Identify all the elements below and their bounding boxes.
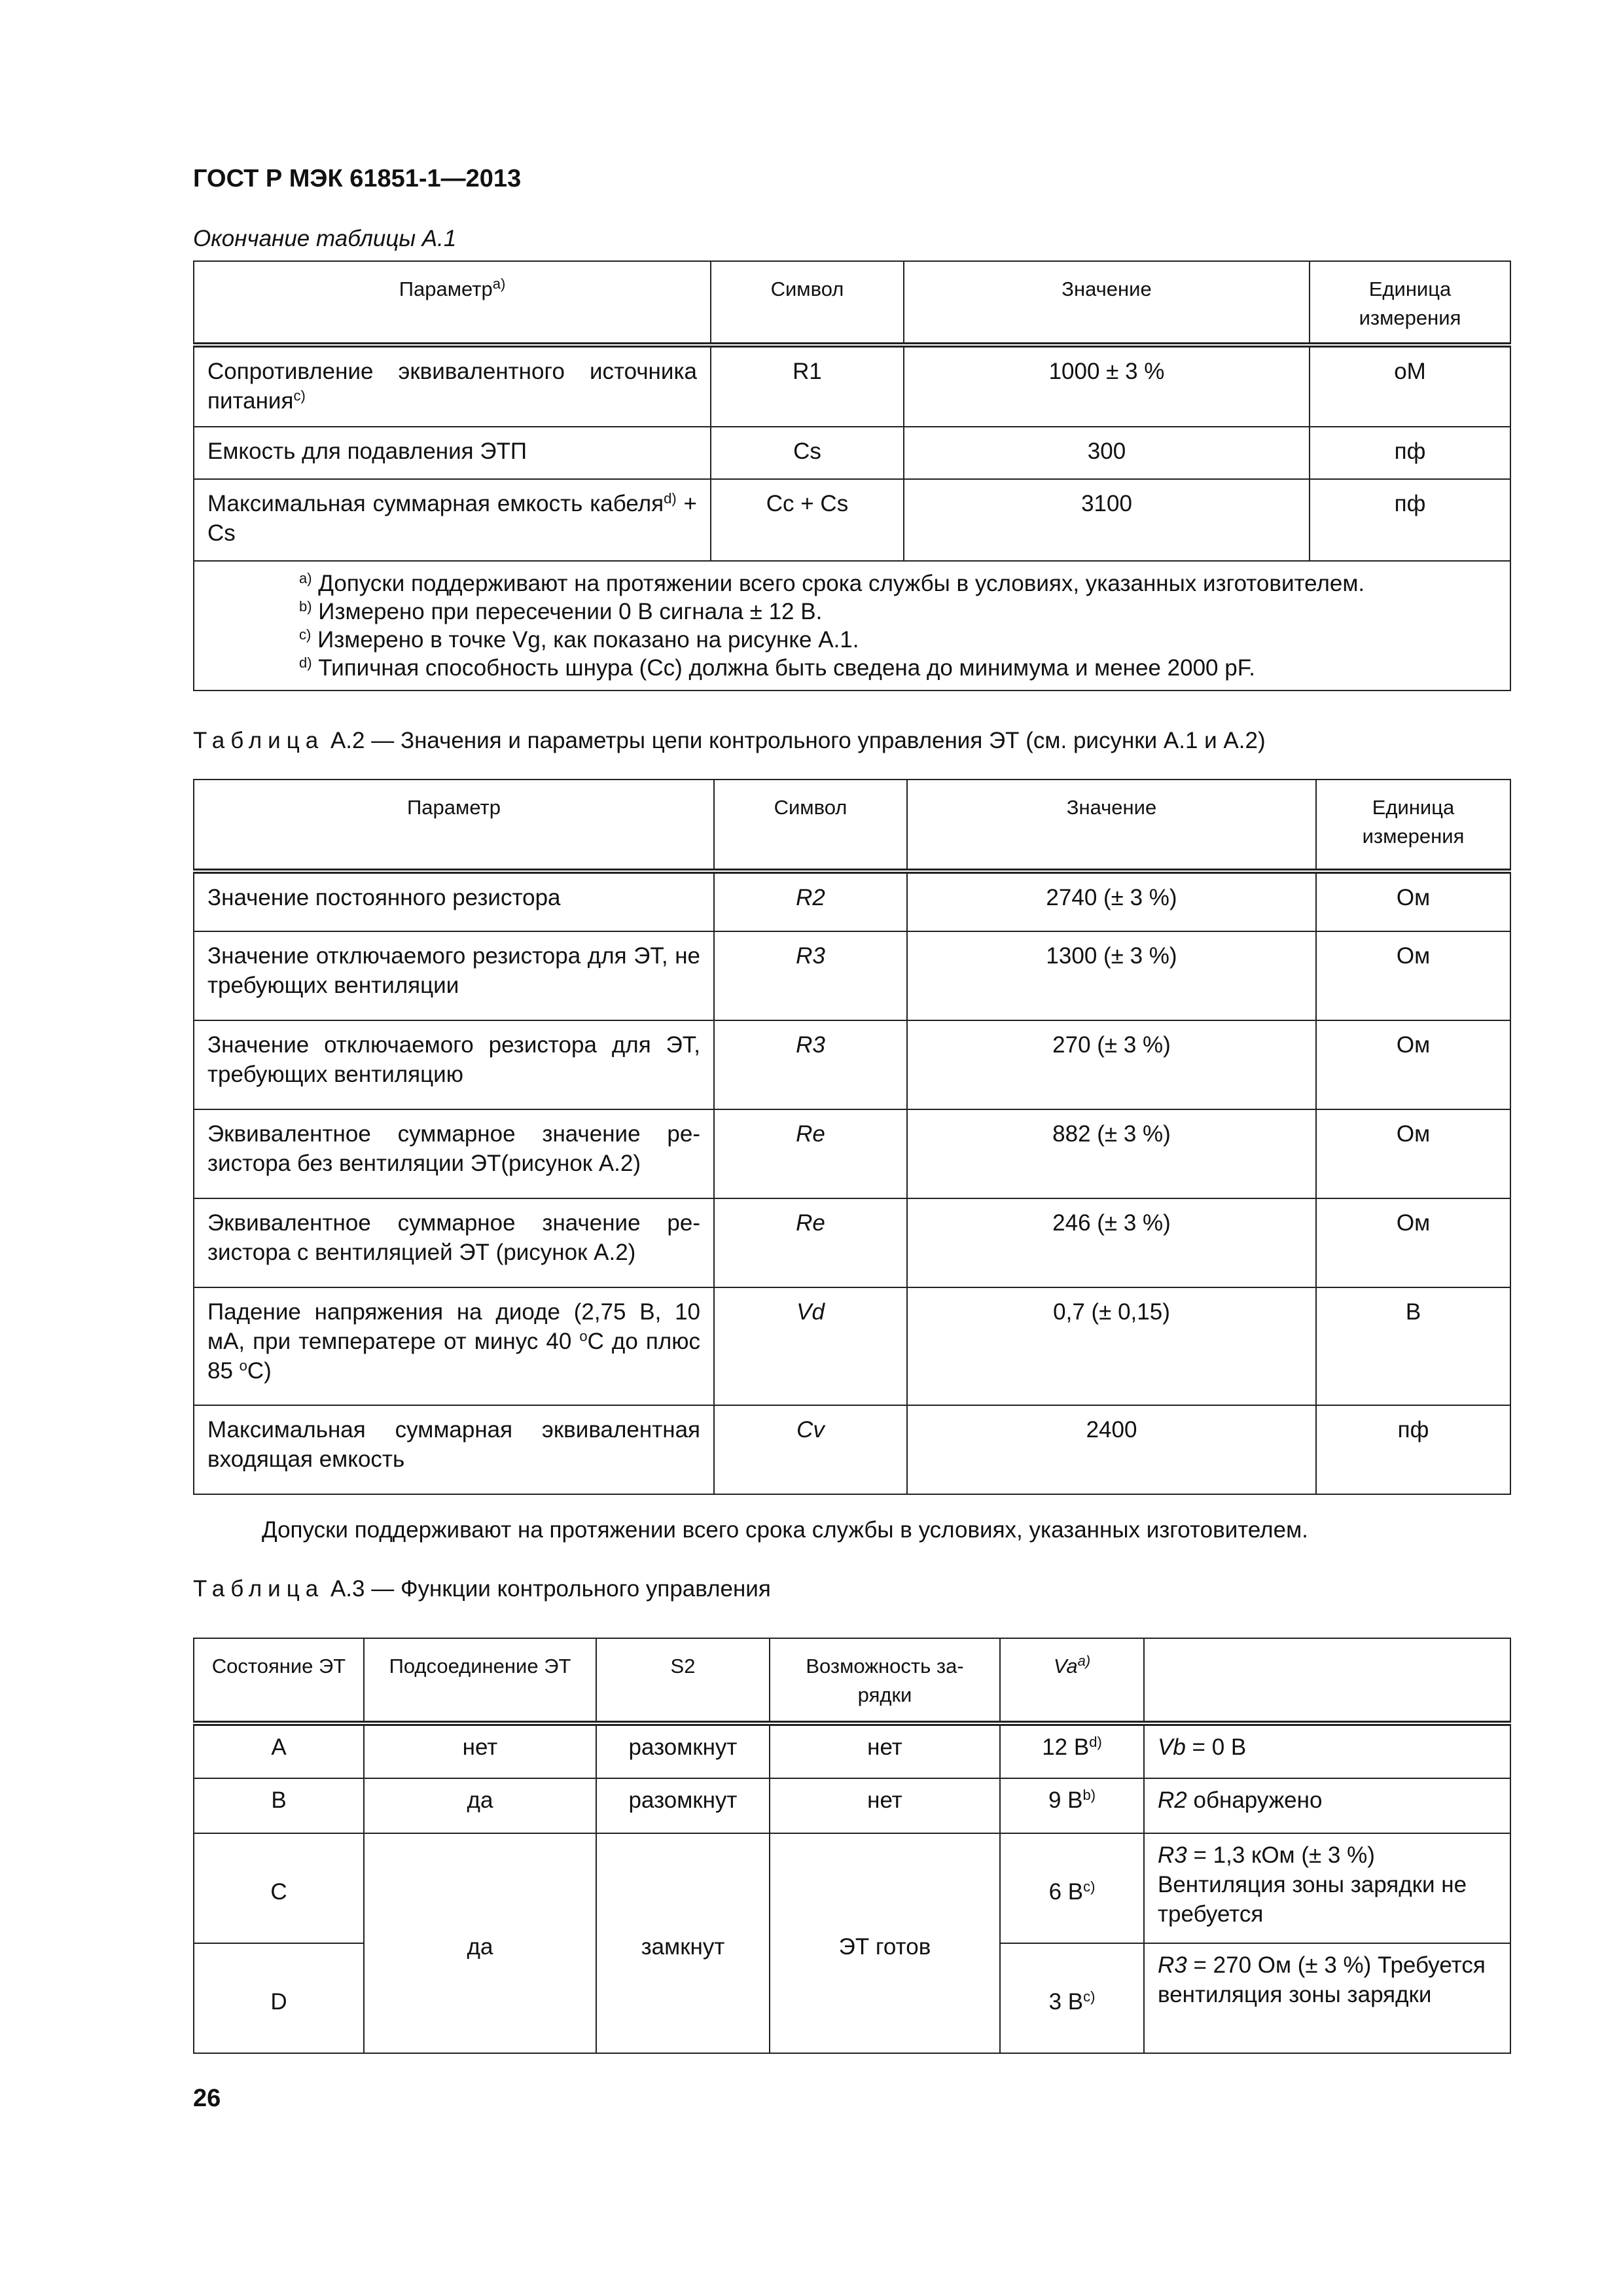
cell-extra: R2 обнаружено <box>1144 1778 1510 1833</box>
table-a2 <box>193 779 1511 1495</box>
header-unit: Единица измерения <box>1316 780 1510 871</box>
header-s2: S2 <box>596 1638 770 1723</box>
cell-value: 1000 ± 3 % <box>904 345 1310 427</box>
table-notes-row <box>194 561 1510 691</box>
cell-symbol: Vd <box>714 1287 907 1405</box>
cell-value: 2400 <box>907 1405 1316 1494</box>
document-title: ГОСТ Р МЭК 61851-1—2013 <box>193 165 522 192</box>
table-row <box>194 1109 1510 1198</box>
cell-parameter: Максимальная суммарная эквивалентная входящая емкость <box>194 1405 714 1494</box>
cell-parameter: Падение напряжения на диоде (2,75 В, 10 мА, при температере от минус 40 $^o$С до плюс 85 $^o$С) <box>194 1287 714 1405</box>
cell-parameter: Максимальная суммарная емкость кабеля$^{d)}$ + Cs <box>194 479 711 561</box>
table-row <box>194 1405 1510 1494</box>
cell-unit: Ом <box>1316 871 1510 931</box>
header-symbol: Символ <box>714 780 907 871</box>
cell-symbol: R3 <box>714 1020 907 1109</box>
cell-parameter: Значение отключаемого резистора для ЭТ, требующих вентиляцию <box>194 1020 714 1109</box>
cell-connection: да <box>364 1833 596 2053</box>
cell-symbol: Cc + Cs <box>711 479 904 561</box>
cell-state: C <box>194 1833 364 1943</box>
table-row <box>194 871 1510 931</box>
cell-symbol: Re <box>714 1109 907 1198</box>
cell-va: 9 $В^{b)}$ <box>1000 1778 1144 1833</box>
table-a1 <box>193 260 1511 691</box>
cell-extra: R3 = 1,3 кОм (± 3 %) Вентиляция зоны зарядки не требуется <box>1144 1833 1510 1943</box>
cell-symbol: Cv <box>714 1405 907 1494</box>
header-parameter: Параметр <box>194 780 714 871</box>
cell-extra: R3 = 270 Ом (± 3 %) Требуется вентиляция зоны зарядки <box>1144 1943 1510 2053</box>
cell-symbol: R3 <box>714 931 907 1020</box>
cell-state: D <box>194 1943 364 2053</box>
cell-unit: Ом <box>1316 931 1510 1020</box>
cell-va: 12 $В^{d)}$ <box>1000 1723 1144 1778</box>
cell-value: 3100 <box>904 479 1310 561</box>
header-charging: Возможность за-рядки <box>770 1638 1000 1723</box>
cell-state: B <box>194 1778 364 1833</box>
header-state: Состояние ЭТ <box>194 1638 364 1723</box>
cell-parameter: Эквивалентное суммарное значение ре-зистора без вентиляции ЭТ(рисунок А.2) <box>194 1109 714 1198</box>
table-row <box>194 427 1510 479</box>
table-a3 <box>193 1638 1511 2054</box>
cell-value: 2740 (± 3 %) <box>907 871 1316 931</box>
table-row <box>194 1723 1510 1778</box>
table-a2-caption: Таблица А.2 — Значения и параметры цепи контрольного управления ЭТ (см. рисунки А.1 и А.2) <box>193 728 1266 753</box>
table-a1-caption: Окончание таблицы А.1 <box>193 226 457 251</box>
cell-value: 0,7 (± 0,15) <box>907 1287 1316 1405</box>
header-symbol: Символ <box>711 261 904 345</box>
tolerance-note: Допуски поддерживают на протяжении всего срока службы в условиях, указанных изготовителем. <box>262 1517 1308 1543</box>
cell-value: 1300 (± 3 %) <box>907 931 1316 1020</box>
note-c: $^{c)}$ Измерено в точке Vg, как показано на рисунке А.1. <box>299 626 859 653</box>
cell-connection: да <box>364 1778 596 1833</box>
cell-s2: замкнут <box>596 1833 770 2053</box>
note-b: $^{b)}$ Измерено при пересечении 0 В сигнала ± 12 В. <box>299 598 823 624</box>
table-row <box>194 1287 1510 1405</box>
cell-unit: Ом <box>1316 1198 1510 1287</box>
cell-parameter: Значение постоянного резистора <box>194 871 714 931</box>
cell-parameter: Емкость для подавления ЭТП <box>194 427 711 479</box>
cell-unit: пф <box>1310 427 1510 479</box>
cell-s2: разомкнут <box>596 1723 770 1778</box>
table-row <box>194 1833 1510 1943</box>
cell-extra: Vb = 0 В <box>1144 1723 1510 1778</box>
table-row <box>194 479 1510 561</box>
header-parameter: Параметр$^{a)}$ <box>194 261 711 345</box>
header-value: Значение <box>907 780 1316 871</box>
cell-symbol: Cs <box>711 427 904 479</box>
page-number: 26 <box>193 2085 221 2112</box>
cell-charging: ЭТ готов <box>770 1833 1000 2053</box>
note-d: $^{d)}$ Типичная способность шнура (Cc) должна быть сведена до минимума и менее 2000 pF. <box>299 655 1255 681</box>
table-a3-caption: Таблица А.3 — Функции контрольного управления <box>193 1576 771 1602</box>
header-va: Va$^{a)}$ <box>1000 1638 1144 1723</box>
cell-value: 300 <box>904 427 1310 479</box>
header-value: Значение <box>904 261 1310 345</box>
table-row <box>194 1778 1510 1833</box>
cell-unit: пф <box>1310 479 1510 561</box>
header-unit: Единица измерения <box>1310 261 1510 345</box>
cell-unit: Ом <box>1316 1020 1510 1109</box>
cell-va: 3 $В^{c)}$ <box>1000 1943 1144 2053</box>
cell-parameter: Значение отключаемого резистора для ЭТ, не требующих вентиляции <box>194 931 714 1020</box>
cell-unit: В <box>1316 1287 1510 1405</box>
cell-symbol: Re <box>714 1198 907 1287</box>
cell-unit: пф <box>1316 1405 1510 1494</box>
cell-symbol: R1 <box>711 345 904 427</box>
cell-va: 6 $В^{c)}$ <box>1000 1833 1144 1943</box>
table-row <box>194 345 1510 427</box>
table-row <box>194 931 1510 1020</box>
cell-unit: Ом <box>1316 1109 1510 1198</box>
table-notes <box>194 561 1510 691</box>
cell-symbol: R2 <box>714 871 907 931</box>
table-row <box>194 1198 1510 1287</box>
cell-connection: нет <box>364 1723 596 1778</box>
cell-unit: оМ <box>1310 345 1510 427</box>
cell-s2: разомкнут <box>596 1778 770 1833</box>
cell-charging: нет <box>770 1723 1000 1778</box>
cell-parameter: Эквивалентное суммарное значение ре-зистора с вентиляцией ЭТ (рисунок А.2) <box>194 1198 714 1287</box>
table-row <box>194 1020 1510 1109</box>
cell-value: 246 (± 3 %) <box>907 1198 1316 1287</box>
note-a: $^{a)}$ Допуски поддерживают на протяжении всего срока службы в условиях, указанных изготовителем. <box>299 570 1365 596</box>
cell-charging: нет <box>770 1778 1000 1833</box>
cell-value: 270 (± 3 %) <box>907 1020 1316 1109</box>
cell-value: 882 (± 3 %) <box>907 1109 1316 1198</box>
header-connection: Подсоединение ЭТ <box>364 1638 596 1723</box>
header-extra <box>1144 1638 1510 1723</box>
cell-state: A <box>194 1723 364 1778</box>
cell-parameter: Сопротивление эквивалентного источника питания$^{c)}$ <box>194 345 711 427</box>
